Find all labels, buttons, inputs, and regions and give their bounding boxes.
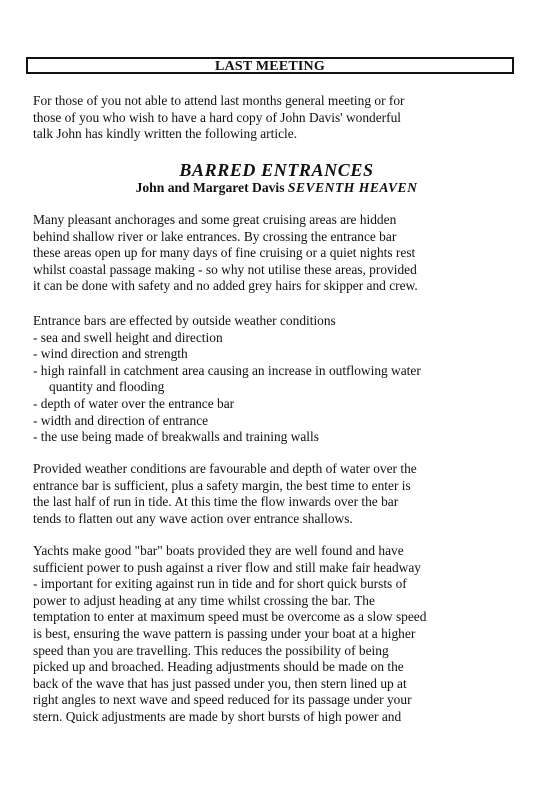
text-line: whilst coastal passage making - so why not utilise these areas, provided xyxy=(33,261,417,277)
text-line: those of you who wish to have a hard copy of John Davis' wonderful xyxy=(33,109,401,125)
list-item: - sea and swell height and direction xyxy=(33,329,223,345)
text-line: the last half of run in tide. At this time the flow inwards over the bar xyxy=(33,494,399,510)
section-banner-label: LAST MEETING xyxy=(215,59,325,74)
text-line: talk John has kindly written the following article. xyxy=(33,126,298,142)
text-line: back of the wave that has just passed under you, then stern lined up at xyxy=(33,675,407,691)
section-banner xyxy=(26,57,514,74)
text-line: is best, ensuring the wave pattern is passing under your boat at a higher xyxy=(33,625,416,641)
text-line: temptation to enter at maximum speed must be overcome as a slow speed xyxy=(33,609,427,625)
article-byline xyxy=(0,180,553,196)
text-line: stern. Quick adjustments are made by short bursts of high power and xyxy=(33,708,402,724)
conditions-intro: Entrance bars are effected by outside weather conditions xyxy=(33,313,336,328)
text-line: tends to flatten out any wave action over entrance shallows. xyxy=(33,510,353,526)
byline-authors: John and Margaret Davis xyxy=(135,180,285,195)
text-line: these areas open up for many days of fine cruising or a quiet nights rest xyxy=(33,245,416,261)
text-line: it can be done with safety and no added grey hairs for skipper and crew. xyxy=(33,278,418,294)
list-item: - high rainfall in catchment area causing an increase in outflowing water xyxy=(33,362,421,378)
text-line: Yachts make good "bar" boats provided they are well found and have xyxy=(33,543,404,558)
text-line: sufficient power to push against a river flow and still make fair headway xyxy=(33,559,421,575)
list-item-continuation: quantity and flooding xyxy=(49,379,165,395)
list-item: - depth of water over the entrance bar xyxy=(33,395,235,411)
text-line: power to adjust heading at any time whilst crossing the bar. The xyxy=(33,592,375,608)
text-line: Provided weather conditions are favourable and depth of water over the xyxy=(33,461,417,476)
intro-paragraph xyxy=(33,93,517,143)
text-line: entrance bar is sufficient, plus a safety margin, the best time to enter is xyxy=(33,477,411,493)
byline-vessel: SEVENTH HEAVEN xyxy=(287,180,418,195)
text-line: - important for exiting against run in tide and for short quick bursts of xyxy=(33,576,407,592)
list-item: - wind direction and strength xyxy=(33,346,188,362)
body-paragraph xyxy=(33,543,517,726)
list-item: - width and direction of entrance xyxy=(33,412,209,428)
article-title: BARRED ENTRANCES xyxy=(179,160,374,180)
text-line: behind shallow river or lake entrances. By crossing the entrance bar xyxy=(33,228,397,244)
text-line: right angles to next wave and speed reduced for its passage under your xyxy=(33,692,412,708)
text-line: speed than you are travelling. This reduces the possibility of being xyxy=(33,642,389,658)
conditions-list xyxy=(33,313,517,446)
text-line: For those of you not able to attend last months general meeting or for xyxy=(33,93,405,108)
text-line: Many pleasant anchorages and some great cruising areas are hidden xyxy=(33,212,397,227)
text-line: picked up and broached. Heading adjustments should be made on the xyxy=(33,659,404,675)
body-paragraph xyxy=(33,461,517,527)
list-item: - the use being made of breakwalls and training walls xyxy=(33,429,319,445)
body-paragraph xyxy=(33,212,517,295)
